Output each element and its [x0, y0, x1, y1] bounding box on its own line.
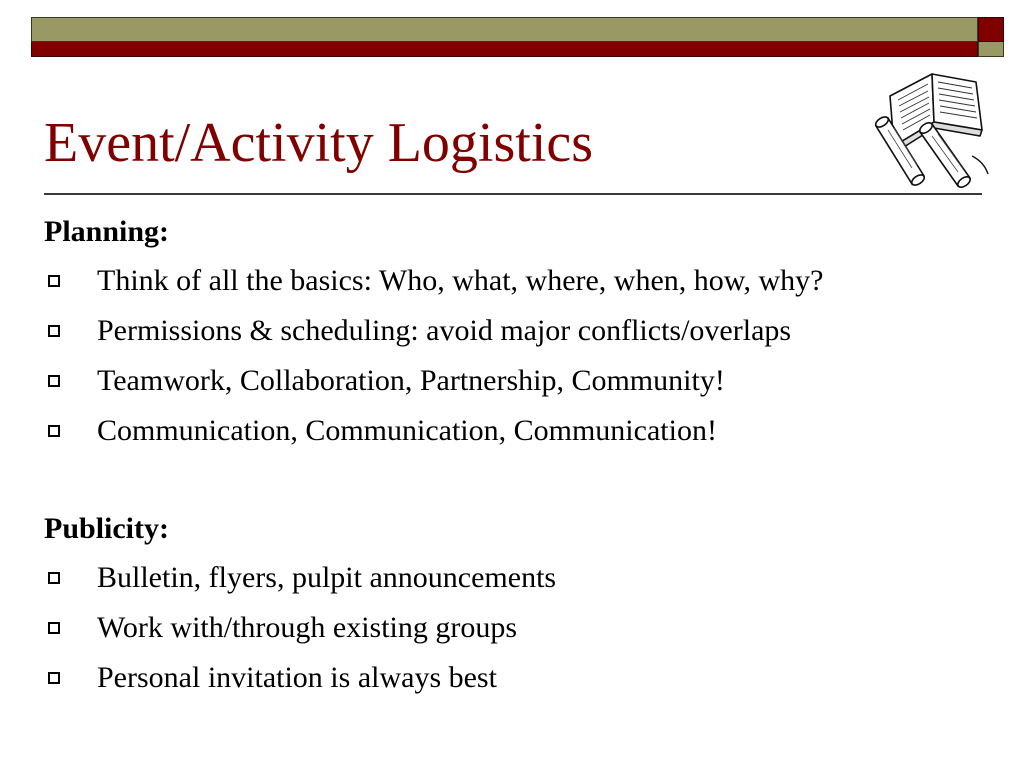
section-spacer: [44, 456, 984, 505]
title-divider: [44, 193, 982, 195]
list-item-text: Think of all the basics: Who, what, where, when, how, why?: [97, 264, 824, 297]
list-item-text: Bulletin, flyers, pulpit announcements: [97, 561, 557, 594]
slide-title: Event/Activity Logistics: [44, 112, 594, 174]
publicity-section: [44, 505, 984, 703]
list-item: [44, 603, 984, 653]
square-bullet-icon: [48, 672, 60, 684]
square-bullet-icon: [48, 275, 60, 287]
list-item-text: Personal invitation is always best: [97, 661, 497, 694]
header-bar-maroon: [31, 42, 978, 57]
list-item-text: Communication, Communication, Communication!: [97, 414, 717, 447]
list-item-text: Permissions & scheduling: avoid major conflicts/overlaps: [97, 314, 792, 347]
list-item: [44, 553, 984, 603]
square-bullet-icon: [48, 622, 60, 634]
section-heading: Planning:: [44, 215, 170, 248]
planning-list: [44, 256, 984, 456]
planning-section: [44, 208, 984, 456]
list-item: [44, 256, 984, 306]
list-item: [44, 653, 984, 703]
square-bullet-icon: [48, 572, 60, 584]
publicity-list: [44, 553, 984, 703]
header-square-olive: [978, 42, 1004, 57]
list-item: [44, 406, 984, 456]
list-item: [44, 356, 984, 406]
list-item-text: Work with/through existing groups: [97, 611, 518, 644]
open-book-and-scrolls-icon: [872, 66, 994, 192]
list-item-text: Teamwork, Collaboration, Partnership, Community!: [97, 364, 725, 397]
list-item: [44, 306, 984, 356]
square-bullet-icon: [48, 425, 60, 437]
slide-content: [44, 208, 984, 703]
header-square-maroon: [978, 17, 1004, 42]
square-bullet-icon: [48, 375, 60, 387]
section-heading: Publicity:: [44, 512, 169, 545]
square-bullet-icon: [48, 325, 60, 337]
header-bar-olive: [31, 17, 978, 42]
